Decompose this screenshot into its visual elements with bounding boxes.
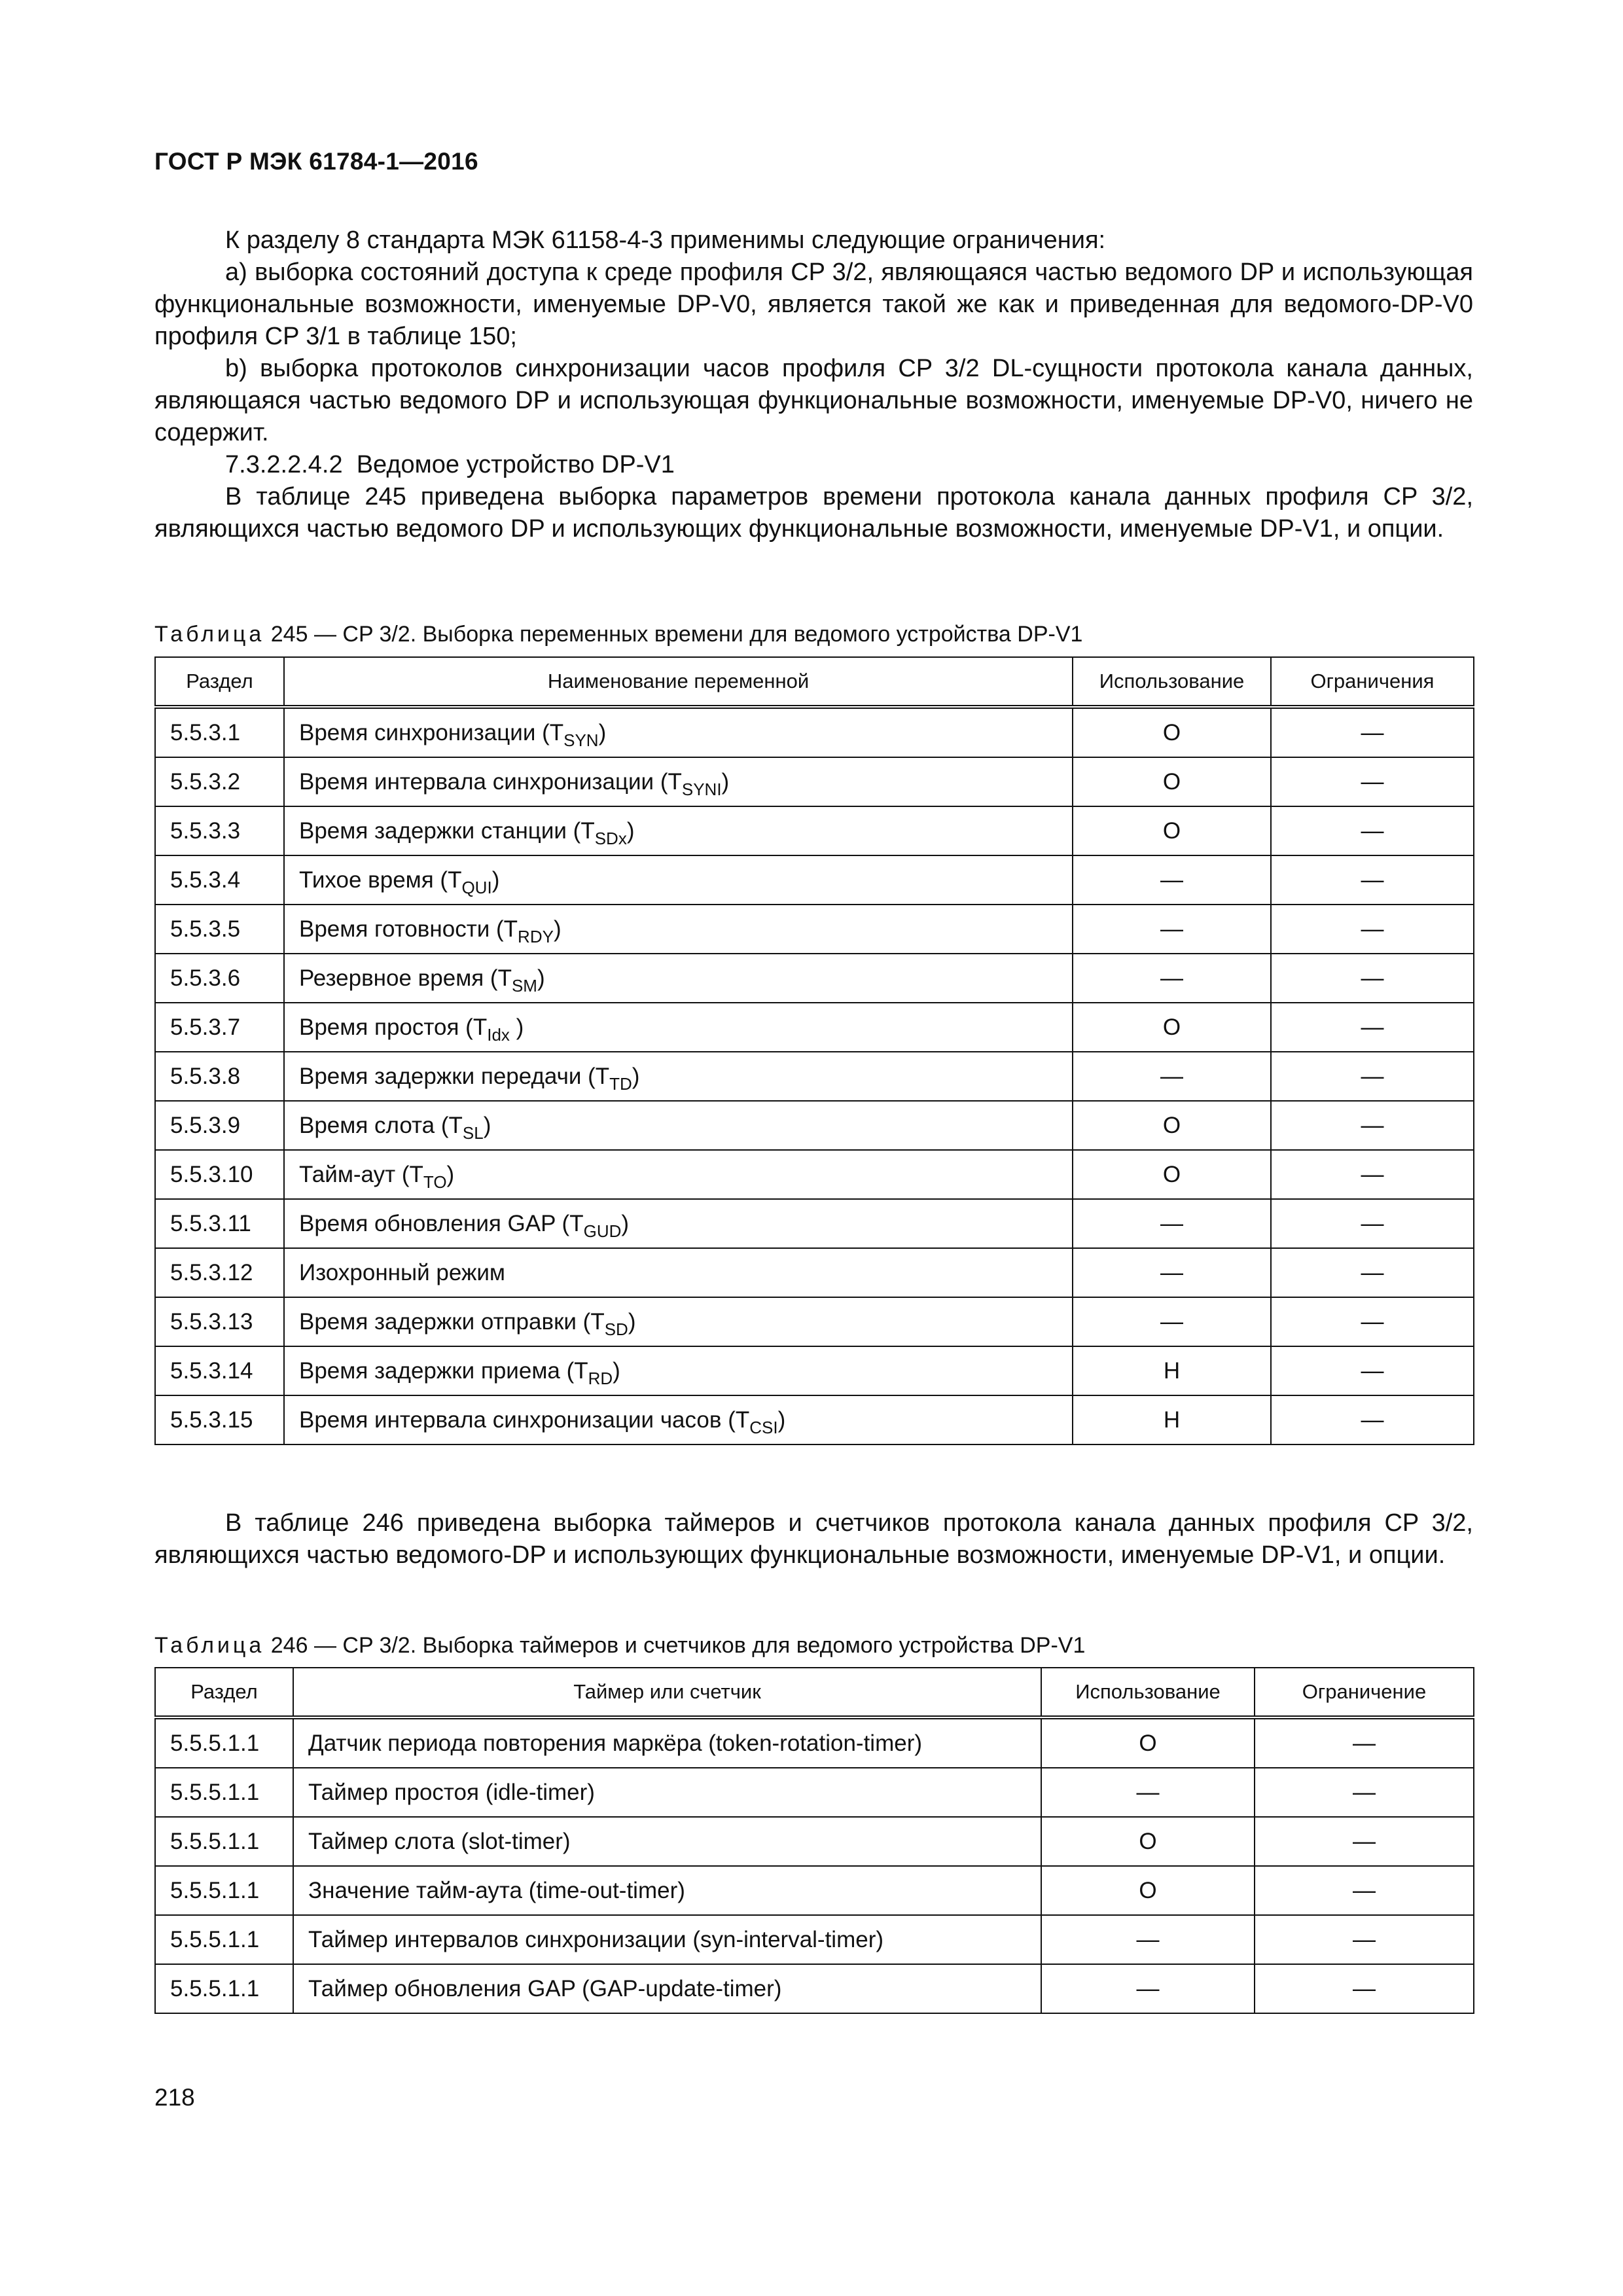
cell-usage: O xyxy=(1041,1817,1255,1866)
cell-usage: — xyxy=(1073,1297,1271,1346)
cell-limit: — xyxy=(1271,1101,1474,1150)
paragraph: а) выборка состояний доступа к среде профиля CP 3/2, являющаяся частью ведомого DP и использующая функциональные возможности, именуемые DP-V0, является такой же как и приведенная для ведомого-DP-V0 профиля CP 3/1 в таблице 150; xyxy=(154,259,1473,350)
table-row xyxy=(155,905,1474,954)
variable-name-text: Резервное время (T xyxy=(299,965,512,991)
cell-limit: — xyxy=(1255,1717,1474,1768)
table-row xyxy=(155,1817,1474,1866)
variable-name-tail: ) xyxy=(509,1014,524,1040)
variable-name-tail: ) xyxy=(621,1210,630,1236)
cell-section: 5.5.5.1.1 xyxy=(155,1915,293,1964)
table-row xyxy=(155,1150,1474,1199)
table-row xyxy=(155,1866,1474,1915)
variable-name-tail: ) xyxy=(553,916,562,942)
column-header-timer: Таймер или счетчик xyxy=(293,1668,1041,1717)
cell-timer-name: Таймер интервалов синхронизации (syn-interval-timer) xyxy=(293,1915,1041,1964)
caption-prefix: Таблица xyxy=(154,1633,265,1658)
table-245-caption xyxy=(154,622,1082,647)
cell-usage: O xyxy=(1073,1101,1271,1150)
cell-section: 5.5.3.3 xyxy=(155,806,284,855)
cell-limit: — xyxy=(1271,1150,1474,1199)
variable-name-text: Время интервала синхронизации (T xyxy=(299,768,682,795)
paragraph: В таблице 245 приведена выборка параметров времени протокола канала данных профиля CP 3/2, являющихся частью ведомого DP и использующих функциональные возможности, именуемые DP-V1, и опции. xyxy=(154,483,1473,543)
cell-usage: — xyxy=(1073,1052,1271,1101)
cell-usage: O xyxy=(1041,1866,1255,1915)
cell-section: 5.5.3.7 xyxy=(155,1003,284,1052)
cell-usage: — xyxy=(1041,1915,1255,1964)
cell-limit: — xyxy=(1271,1052,1474,1101)
cell-limit: — xyxy=(1255,1817,1474,1866)
column-header-usage: Использование xyxy=(1041,1668,1255,1717)
cell-limit: — xyxy=(1271,954,1474,1003)
cell-variable-name xyxy=(284,757,1073,806)
caption-prefix: Таблица xyxy=(154,622,265,647)
cell-usage: O xyxy=(1041,1717,1255,1768)
variable-subscript: RDY xyxy=(518,926,554,946)
cell-section: 5.5.3.10 xyxy=(155,1150,284,1199)
cell-section: 5.5.5.1.1 xyxy=(155,1817,293,1866)
cell-timer-name: Датчик периода повторения маркёра (token-rotation-timer) xyxy=(293,1717,1041,1768)
cell-section: 5.5.3.15 xyxy=(155,1395,284,1444)
table-row xyxy=(155,707,1474,757)
cell-limit: — xyxy=(1255,1768,1474,1817)
paragraph: К разделу 8 стандарта МЭК 61158-4-3 применимы следующие ограничения: xyxy=(225,226,1106,254)
cell-variable-name xyxy=(284,1150,1073,1199)
variable-name-tail: ) xyxy=(777,1407,786,1433)
cell-usage: O xyxy=(1073,1150,1271,1199)
cell-limit: — xyxy=(1271,1346,1474,1395)
table-row xyxy=(155,1717,1474,1768)
cell-variable-name xyxy=(284,855,1073,905)
column-header-section: Раздел xyxy=(155,657,284,707)
paragraph: В таблице 246 приведена выборка таймеров и счетчиков протокола канала данных профиля CP 3/2, являющихся частью ведомого-DP и использующих функциональные возможности, именуемые DP-V1, и опции. xyxy=(154,1509,1473,1569)
column-header-section: Раздел xyxy=(155,1668,293,1717)
variable-subscript: GUD xyxy=(583,1221,622,1241)
cell-limit: — xyxy=(1271,1248,1474,1297)
cell-variable-name xyxy=(284,707,1073,757)
variable-name-text: Время задержки станции (T xyxy=(299,817,595,844)
table-header-row xyxy=(155,657,1474,707)
cell-variable-name xyxy=(284,1052,1073,1101)
cell-usage: — xyxy=(1073,855,1271,905)
variable-name-tail: ) xyxy=(491,867,500,893)
variable-name-text: Время готовности (T xyxy=(299,916,518,942)
variable-name-text: Время задержки отправки (T xyxy=(299,1308,605,1335)
variable-name-text: Тихое время (T xyxy=(299,867,462,893)
variable-subscript: QUI xyxy=(461,877,492,897)
table-row xyxy=(155,806,1474,855)
cell-limit: — xyxy=(1271,1297,1474,1346)
cell-limit: — xyxy=(1271,1003,1474,1052)
cell-timer-name: Таймер обновления GAP (GAP-update-timer) xyxy=(293,1964,1041,2013)
cell-section: 5.5.5.1.1 xyxy=(155,1964,293,2013)
cell-limit: — xyxy=(1255,1964,1474,2013)
column-header-limit: Ограничение xyxy=(1255,1668,1474,1717)
cell-variable-name xyxy=(284,1003,1073,1052)
cell-usage: — xyxy=(1073,1199,1271,1248)
table-246-caption xyxy=(154,1633,1085,1659)
cell-section: 5.5.3.8 xyxy=(155,1052,284,1101)
section-heading: 7.3.2.2.4.2 Ведомое устройство DP-V1 xyxy=(225,451,675,478)
variable-name-tail: ) xyxy=(483,1112,491,1138)
cell-timer-name: Таймер слота (slot-timer) xyxy=(293,1817,1041,1866)
variable-name-text: Время интервала синхронизации часов (T xyxy=(299,1407,750,1433)
cell-limit: — xyxy=(1271,806,1474,855)
cell-section: 5.5.3.13 xyxy=(155,1297,284,1346)
cell-usage: O xyxy=(1073,806,1271,855)
cell-section: 5.5.5.1.1 xyxy=(155,1717,293,1768)
cell-section: 5.5.3.9 xyxy=(155,1101,284,1150)
cell-variable-name xyxy=(284,1346,1073,1395)
caption-text: 245 — CP 3/2. Выборка переменных времени для ведомого устройства DP-V1 xyxy=(270,622,1083,647)
variable-name-text: Тайм-аут (T xyxy=(299,1161,423,1187)
column-header-name: Наименование переменной xyxy=(284,657,1073,707)
paragraph: b) выборка протоколов синхронизации часов профиля CP 3/2 DL-сущности протокола канала данных, являющаяся частью ведомого DP и использующая функциональные возможности, именуемые DP-V0, ничего не содержит. xyxy=(154,355,1473,446)
variable-name-tail: ) xyxy=(537,965,545,991)
cell-section: 5.5.3.11 xyxy=(155,1199,284,1248)
table-row xyxy=(155,1964,1474,2013)
cell-usage: O xyxy=(1073,1003,1271,1052)
cell-limit: — xyxy=(1271,707,1474,757)
document-header: ГОСТ Р МЭК 61784-1—2016 xyxy=(154,148,478,175)
cell-variable-name xyxy=(284,806,1073,855)
cell-usage: H xyxy=(1073,1346,1271,1395)
column-header-limits: Ограничения xyxy=(1271,657,1474,707)
variable-name-text: Время обновления GAP (T xyxy=(299,1210,584,1236)
variable-subscript: Idx xyxy=(487,1024,510,1045)
cell-limit: — xyxy=(1271,855,1474,905)
table-245 xyxy=(154,656,1474,1445)
variable-subscript: RD xyxy=(588,1368,613,1388)
cell-variable-name xyxy=(284,1248,1073,1297)
cell-usage: — xyxy=(1041,1964,1255,2013)
variable-name-tail: ) xyxy=(626,817,635,844)
cell-variable-name xyxy=(284,1395,1073,1444)
cell-variable-name xyxy=(284,1101,1073,1150)
variable-subscript: SYNI xyxy=(681,779,722,799)
table-row xyxy=(155,757,1474,806)
cell-variable-name xyxy=(284,1297,1073,1346)
cell-timer-name: Значение тайм-аута (time-out-timer) xyxy=(293,1866,1041,1915)
cell-limit: — xyxy=(1271,1199,1474,1248)
cell-section: 5.5.3.12 xyxy=(155,1248,284,1297)
variable-name-text: Время задержки приема (T xyxy=(299,1357,588,1384)
cell-usage: — xyxy=(1073,954,1271,1003)
caption-text: 246 — CP 3/2. Выборка таймеров и счетчиков для ведомого устройства DP-V1 xyxy=(270,1633,1086,1658)
cell-section: 5.5.3.6 xyxy=(155,954,284,1003)
cell-limit: — xyxy=(1271,905,1474,954)
cell-variable-name xyxy=(284,1199,1073,1248)
cell-section: 5.5.3.5 xyxy=(155,905,284,954)
page-number: 218 xyxy=(154,2084,195,2111)
cell-variable-name xyxy=(284,905,1073,954)
table-row xyxy=(155,1101,1474,1150)
variable-name-text: Время синхронизации (T xyxy=(299,719,564,745)
table-row xyxy=(155,954,1474,1003)
cell-usage: O xyxy=(1073,757,1271,806)
variable-subscript: SL xyxy=(462,1122,484,1143)
cell-section: 5.5.3.1 xyxy=(155,707,284,757)
table-row xyxy=(155,1248,1474,1297)
variable-subscript: TD xyxy=(609,1073,632,1094)
cell-usage: — xyxy=(1073,1248,1271,1297)
variable-subscript: TO xyxy=(423,1172,447,1192)
variable-subscript: SDx xyxy=(594,828,627,848)
cell-section: 5.5.3.14 xyxy=(155,1346,284,1395)
variable-subscript: CSI xyxy=(749,1417,778,1437)
cell-section: 5.5.3.4 xyxy=(155,855,284,905)
cell-usage: H xyxy=(1073,1395,1271,1444)
column-header-usage: Использование xyxy=(1073,657,1271,707)
variable-subscript: SYN xyxy=(563,730,599,750)
table-header-row xyxy=(155,1668,1474,1717)
variable-name-tail: ) xyxy=(632,1063,640,1089)
cell-section: 5.5.5.1.1 xyxy=(155,1768,293,1817)
cell-section: 5.5.3.2 xyxy=(155,757,284,806)
cell-variable-name xyxy=(284,954,1073,1003)
table-row xyxy=(155,1915,1474,1964)
variable-name-text: Изохронный режим xyxy=(299,1259,505,1285)
cell-usage: — xyxy=(1073,905,1271,954)
variable-subscript: SM xyxy=(511,975,537,996)
variable-name-text: Время слота (T xyxy=(299,1112,463,1138)
table-246 xyxy=(154,1667,1474,2014)
table-row xyxy=(155,1346,1474,1395)
table-row xyxy=(155,1395,1474,1444)
cell-usage: O xyxy=(1073,707,1271,757)
table-row xyxy=(155,1052,1474,1101)
variable-name-tail: ) xyxy=(628,1308,636,1335)
cell-limit: — xyxy=(1271,757,1474,806)
table-row xyxy=(155,1003,1474,1052)
intro-text xyxy=(154,224,1473,545)
variable-name-tail: ) xyxy=(446,1161,455,1187)
table-row xyxy=(155,1297,1474,1346)
table-row xyxy=(155,1199,1474,1248)
table-row xyxy=(155,855,1474,905)
cell-limit: — xyxy=(1255,1866,1474,1915)
variable-name-tail: ) xyxy=(721,768,730,795)
cell-section: 5.5.5.1.1 xyxy=(155,1866,293,1915)
variable-name-tail: ) xyxy=(598,719,607,745)
variable-subscript: SD xyxy=(604,1319,628,1339)
variable-name-text: Время простоя (T xyxy=(299,1014,488,1040)
cell-timer-name: Таймер простоя (idle-timer) xyxy=(293,1768,1041,1817)
table-row xyxy=(155,1768,1474,1817)
middle-text xyxy=(154,1507,1473,1571)
cell-usage: — xyxy=(1041,1768,1255,1817)
cell-limit: — xyxy=(1255,1915,1474,1964)
variable-name-tail: ) xyxy=(613,1357,620,1384)
variable-name-text: Время задержки передачи (T xyxy=(299,1063,610,1089)
cell-limit: — xyxy=(1271,1395,1474,1444)
